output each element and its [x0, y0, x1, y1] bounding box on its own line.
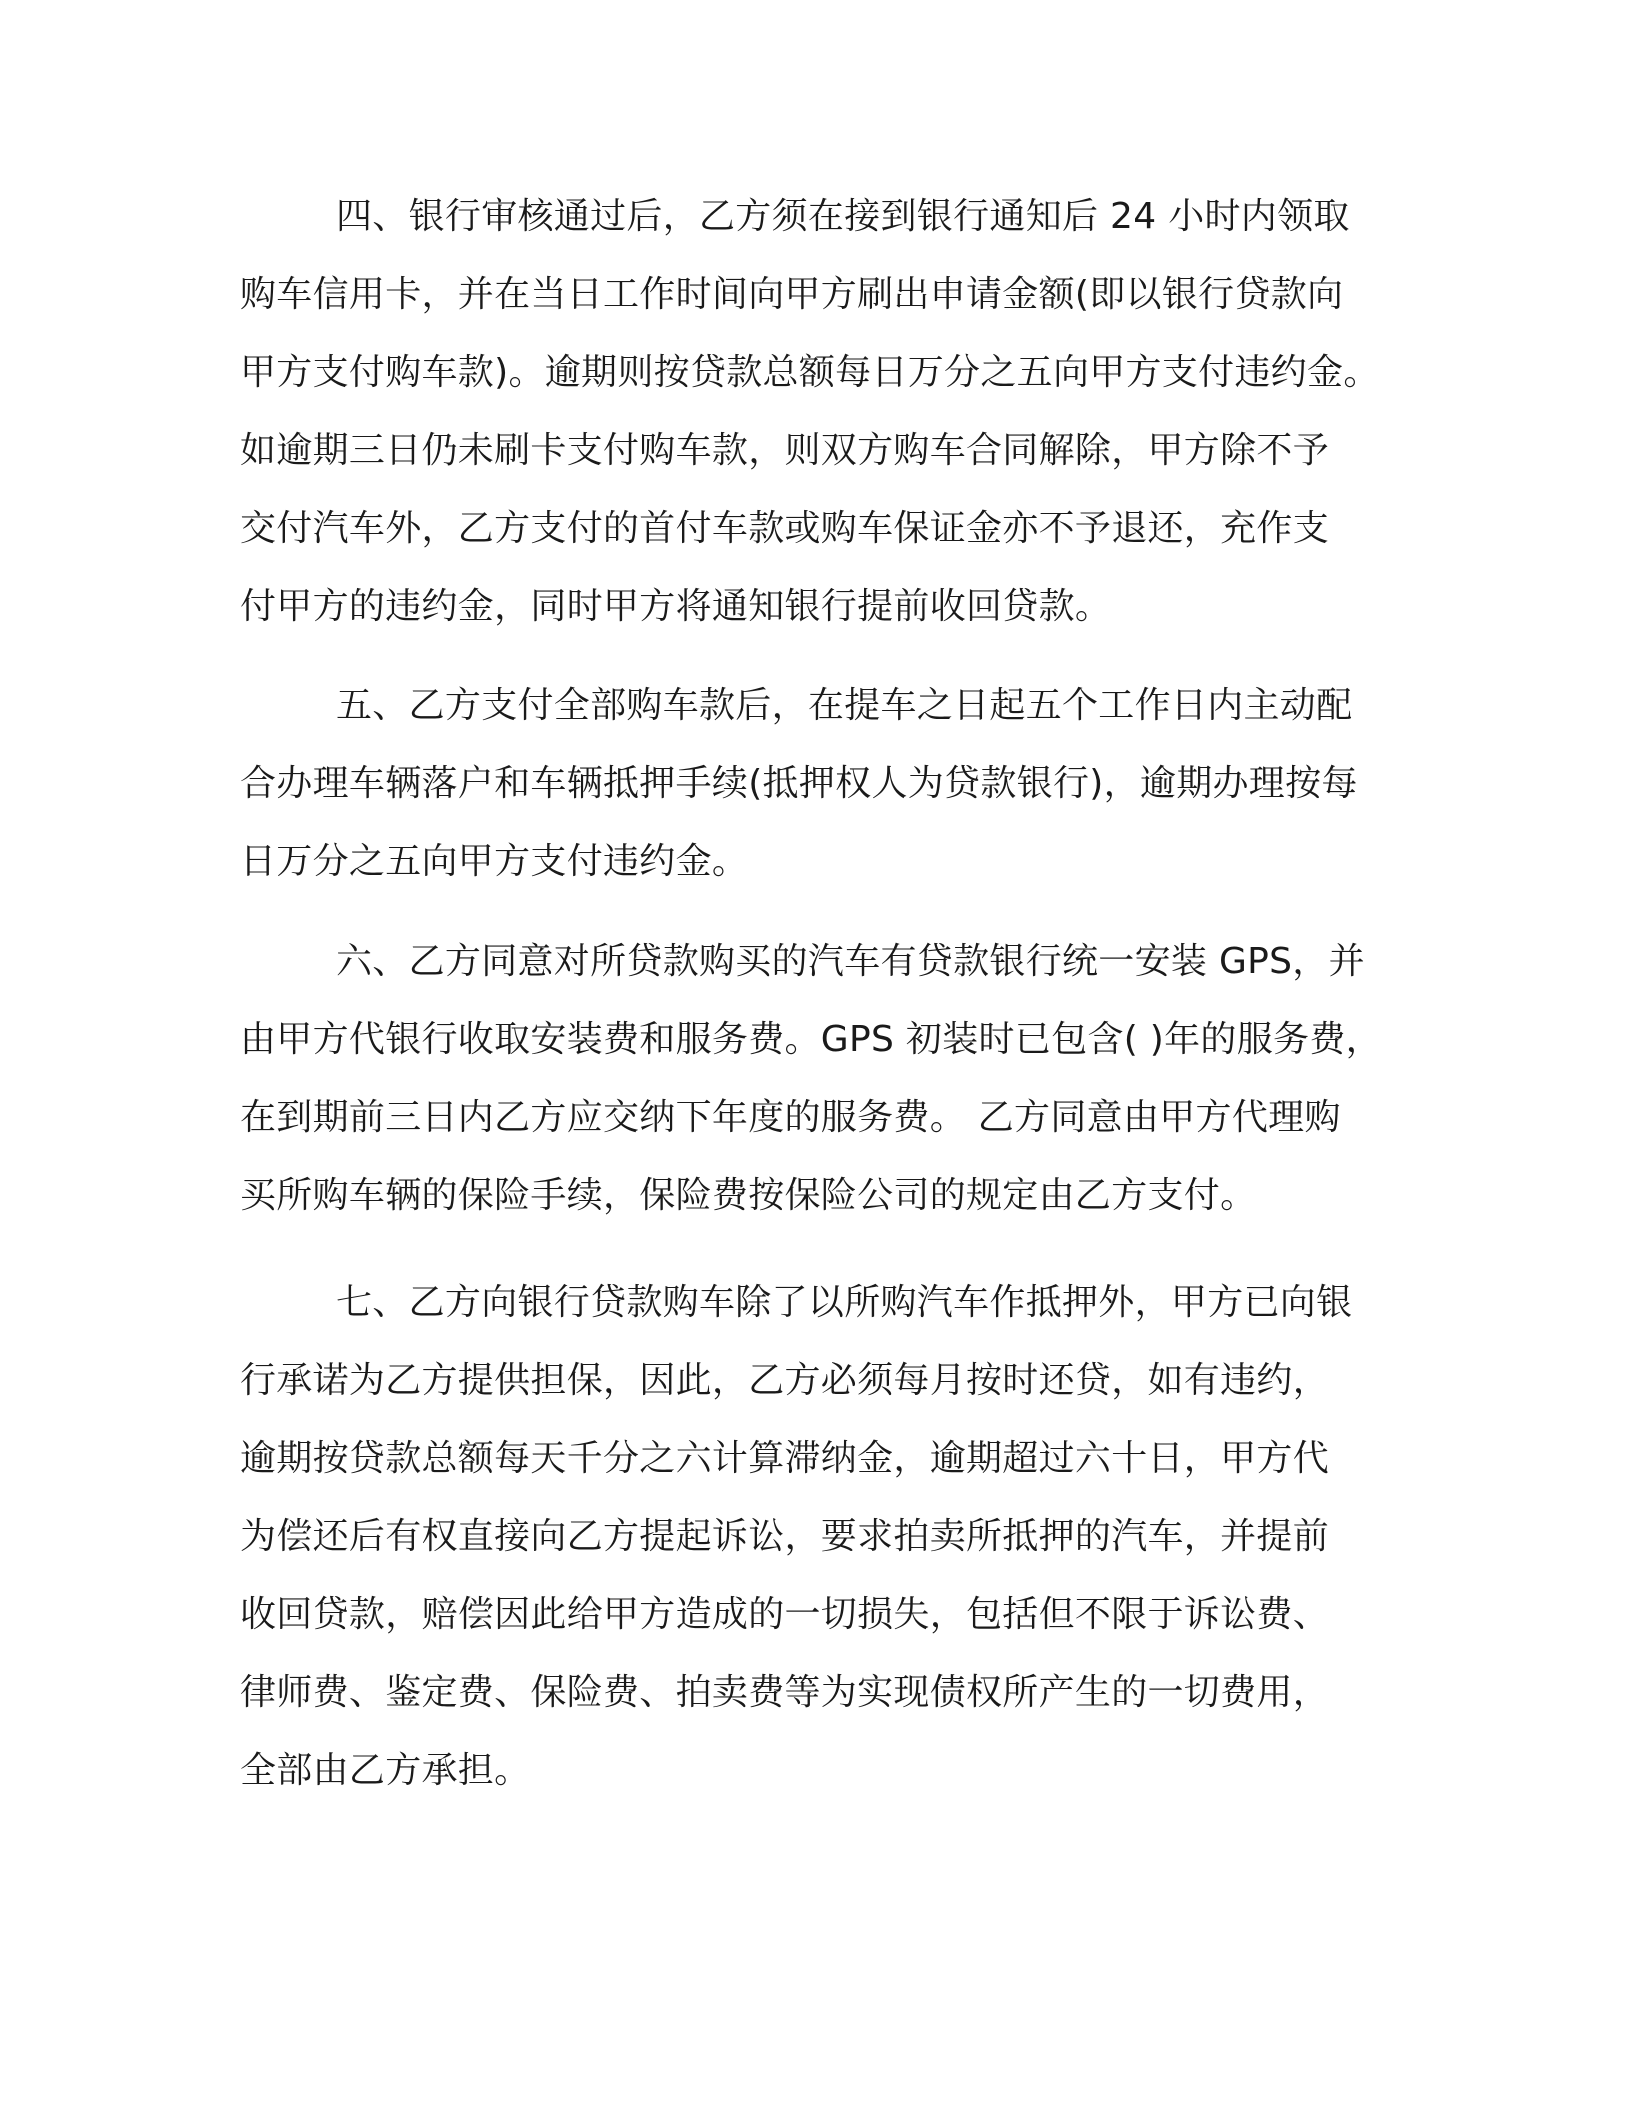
- text-line: 收回贷款，赔偿因此给甲方造成的一切损失，包括但不限于诉讼费、: [240, 1594, 1330, 1635]
- text-line: 如逾期三日仍未刷卡支付购车款，则双方购车合同解除，甲方除不予: [240, 430, 1330, 471]
- text-line: 购车信用卡，并在当日工作时间向甲方刷出申请金额(即以银行贷款向: [240, 274, 1344, 315]
- text-line: 六、乙方同意对所贷款购买的汽车有贷款银行统一安装 GPS，并: [336, 941, 1365, 982]
- text-line: 交付汽车外，乙方支付的首付车款或购车保证金亦不予退还，充作支: [240, 508, 1330, 549]
- text-line: 逾期按贷款总额每天千分之六计算滞纳金，逾期超过六十日，甲方代: [240, 1438, 1330, 1479]
- text-line: 七、乙方向银行贷款购车除了以所购汽车作抵押外，甲方已向银: [336, 1282, 1353, 1323]
- text-line: 日万分之五向甲方支付违约金。: [240, 841, 749, 882]
- text-line: 为偿还后有权直接向乙方提起诉讼，要求拍卖所抵押的汽车，并提前: [240, 1516, 1330, 1557]
- text-line: 买所购车辆的保险手续，保险费按保险公司的规定由乙方支付。: [240, 1175, 1257, 1216]
- text-line: 行承诺为乙方提供担保，因此，乙方必须每月按时还贷，如有违约，: [240, 1360, 1330, 1401]
- text-line: 付甲方的违约金，同时甲方将通知银行提前收回贷款。: [240, 586, 1112, 627]
- text-line: 在到期前三日内乙方应交纳下年度的服务费。 乙方同意由甲方代理购: [240, 1097, 1341, 1138]
- text-line: 律师费、鉴定费、保险费、拍卖费等为实现债权所产生的一切费用，: [240, 1672, 1330, 1713]
- text-line: 五、乙方支付全部购车款后，在提车之日起五个工作日内主动配: [336, 685, 1353, 726]
- text-line: 四、银行审核通过后，乙方须在接到银行通知后 24 小时内领取: [336, 196, 1350, 237]
- clause-six: [240, 923, 1390, 1235]
- text-line: 全部由乙方承担。: [240, 1750, 531, 1791]
- clause-four: [240, 178, 1390, 646]
- clause-seven: [240, 1264, 1390, 1810]
- text-line: 由甲方代银行收取安装费和服务费。GPS 初装时已包含( )年的服务费，: [240, 1019, 1382, 1060]
- clause-five: [240, 667, 1390, 901]
- text-line: 甲方支付购车款)。逾期则按贷款总额每日万分之五向甲方支付违约金。: [240, 352, 1380, 393]
- text-line: 合办理车辆落户和车辆抵押手续(抵押权人为贷款银行)，逾期办理按每: [240, 763, 1358, 804]
